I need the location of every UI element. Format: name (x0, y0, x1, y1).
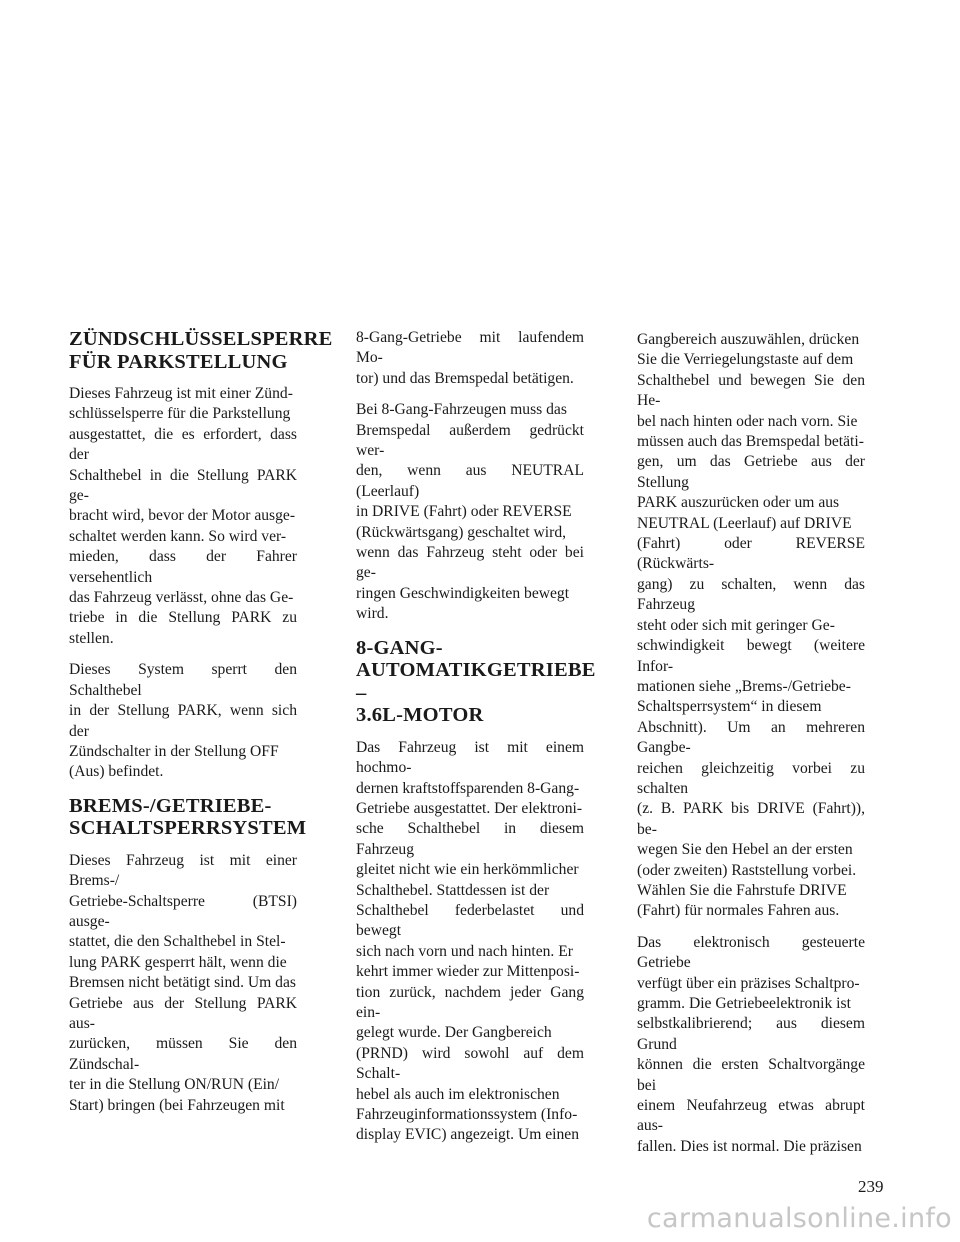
heading-8-speed-transmission: 8-GANG- AUTOMATIKGETRIEBE – 3.6L-MOTOR (356, 636, 596, 727)
column-middle (356, 328, 596, 1157)
column-right (637, 330, 865, 1168)
watermark: carmanualsonline.info (646, 1203, 952, 1234)
paragraph: Das elektronisch gesteuerte Getriebe verfügt über ein präzises Schaltpro- gramm. Die Getriebeelektronik ist selbstkalibrierend; aus diesem Grund können die ersten Schaltvorgänge bei einem Neufahrzeug etwas abrupt aus- fallen. Dies ist normal. Die präzisen (637, 933, 865, 1155)
paragraph: Gangbereich auszuwählen, drücken Sie die Verriegelungstaste auf dem Schalthebel und bewegen Sie den He- bel nach hinten oder nach vorn. Sie müssen auch das Bremspedal betäti- gen, um das Getriebe aus der Stellung PARK auszurücken oder um aus NEUTRAL (Leerlauf) auf DRIVE (Fahrt) oder REVERSE (Rückwärts- gang) zu schalten, wenn das Fahrzeug steht oder sich mit geringer Ge- schwindigkeit bewegt (weitere Infor- mationen siehe „Brems-/Getriebe- Schaltsperrsystem“ in diesem Abschnitt). Um an mehreren Gangbe- reichen gleichzeitig vorbei zu schalten (z. B. PARK bis DRIVE (Fahrt)), be- wegen Sie den Hebel an der ersten (oder zweiten) Raststellung vorbei. Wählen Sie die Fahrstufe DRIVE (Fahrt) für normales Fahren aus. (637, 331, 865, 920)
paragraph: 8-Gang-Getriebe mit laufendem Mo- tor) und das Bremspedal betätigen. (356, 329, 584, 387)
paragraph: Dieses Fahrzeug ist mit einer Zünd- schlüsselsperre für die Parkstellung ausgestattet, die es erfordert, dass der Schalthebel in die Stellung PARK ge- bracht wird, bevor der Motor ausge- schaltet werden kann. So wird ver- mieden, dass der Fahrer versehentlich das Fahrzeug verlässt, ohne das Ge- triebe in die Stellung PARK zu stellen. (69, 385, 297, 647)
heading-brake-shift-interlock: BREMS-/GETRIEBE- SCHALTSPERRSYSTEM (69, 794, 307, 840)
paragraph: Das Fahrzeug ist mit einem hochmo- dernen kraftstoffsparenden 8-Gang- Getriebe ausgestattet. Der elektroni- sche Schalthebel in diesem Fahrzeug gleitet nicht wie ein herkömmlicher Schalthebel. Stattdessen ist der Schalthebel federbelastet und bewegt sich nach vorn und nach hinten. Er kehrt immer wieder zur Mittenposi- tion zurück, nachdem jeder Gang ein- gelegt wurde. Der Gangbereich (PRND) wird sowohl auf dem Schalt- hebel als auch im elektronischen Fahrzeuginformationssystem (Info- display EVIC) angezeigt. Um einen (356, 738, 584, 1144)
column-left (69, 328, 333, 1127)
paragraph: Dieses Fahrzeug ist mit einer Brems-/ Getriebe-Schaltsperre (BTSI) ausge- stattet, die den Schalthebel in Stel- lung PARK gesperrt hält, wenn die Bremsen nicht betätigt sind. Um das Getriebe aus der Stellung PARK aus- zurücken, müssen Sie den Zündschal- ter in die Stellung ON/RUN (Ein/ Start) bringen (bei Fahrzeugen mit (69, 851, 297, 1114)
heading-ignition-park-interlock: ZÜNDSCHLÜSSELSPERRE FÜR PARKSTELLUNG (69, 328, 333, 373)
page-number: 239 (858, 1177, 884, 1196)
paragraph: Dieses System sperrt den Schalthebel in der Stellung PARK, wenn sich der Zündschalter in der Stellung OFF (Aus) befindet. (69, 661, 297, 781)
paragraph: Bei 8-Gang-Fahrzeugen muss das Bremspedal außerdem gedrückt wer- den, wenn aus NEUTRAL (Leerlauf) in DRIVE (Fahrt) oder REVERSE (Rückwärtsgang) geschaltet wird, wenn das Fahrzeug steht oder bei ge- ringen Geschwindigkeiten bewegt wird. (356, 401, 584, 623)
